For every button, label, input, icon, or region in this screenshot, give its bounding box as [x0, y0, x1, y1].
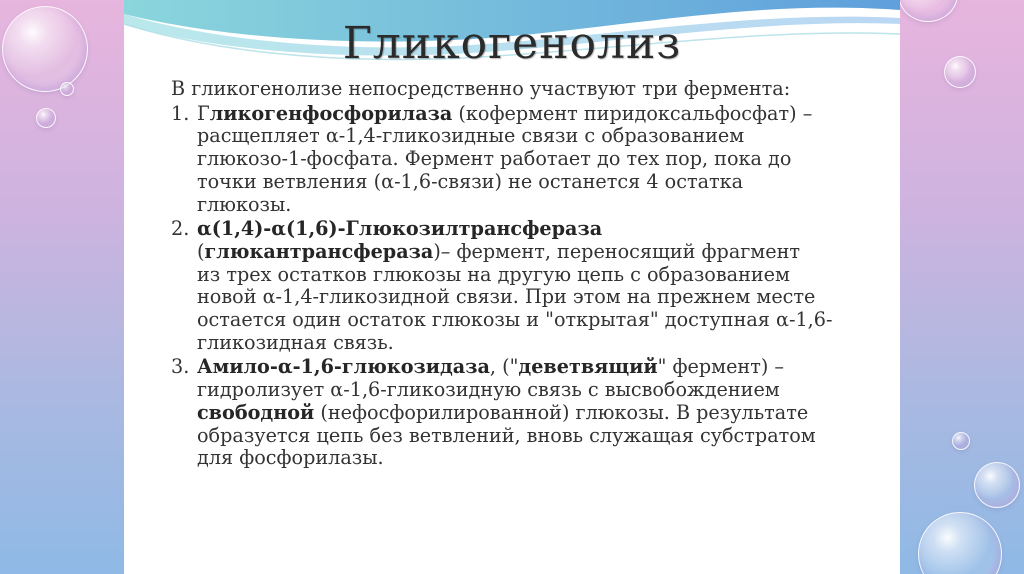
slide: [124, 0, 900, 574]
item-text-line: [197, 402, 871, 425]
item-text-line: [197, 286, 871, 309]
text-run: глюкозо-1-фосфата. Фермент работает до тех пор, пока до: [197, 147, 792, 171]
text-run: из трех остатков глюкозы на другую цепь с образованием: [197, 262, 790, 286]
item-text-line: [197, 125, 871, 148]
text-run: Г: [197, 101, 210, 125]
text-run: гидролизует α-1,6-гликозидную связь с высвобождением: [197, 378, 780, 402]
bubble-decoration: [974, 462, 1020, 508]
item-text-line: [197, 218, 871, 241]
item-number: 1.: [171, 101, 190, 125]
text-run: (: [197, 239, 205, 263]
text-run: )– фермент, переносящий фрагмент: [433, 239, 800, 263]
slide-title: Гликогенолиз: [342, 18, 682, 69]
bubble-decoration: [36, 108, 56, 128]
item-text-line: [197, 425, 871, 448]
bubble-decoration: [952, 432, 970, 450]
bold-term: Амило-α-1,6-глюкозидаза: [197, 355, 490, 379]
slide-body: [171, 78, 871, 470]
bold-term: глюкантрансфераза: [204, 239, 434, 263]
enzyme-item: [171, 218, 871, 354]
text-run: (кофермент пиридоксальфосфат) –: [452, 101, 813, 125]
item-text-line: [197, 379, 871, 402]
item-text-line: [197, 332, 871, 355]
text-run: расщепляет α-1,4-гликозидные связи с образованием: [197, 124, 745, 148]
item-text-line: [197, 241, 871, 264]
text-run: гликозидная связь.: [197, 330, 394, 354]
item-number: 3.: [171, 355, 190, 379]
bold-term: деветвящий: [518, 355, 658, 379]
text-run: остается один остаток глюкозы и "открытая" доступная α-1,6-: [197, 308, 833, 332]
item-text-line: [197, 264, 871, 287]
enzyme-list: [171, 103, 871, 470]
bubble-decoration: [944, 56, 976, 88]
item-text-line: [197, 194, 871, 217]
text-run: новой α-1,4-гликозидной связи. При этом на прежнем месте: [197, 285, 816, 309]
item-text-line: [197, 171, 871, 194]
intro-text: В гликогенолизе непосредственно участвуют три фермента:: [171, 77, 791, 100]
bubble-decoration: [2, 6, 88, 92]
enzyme-item: [171, 356, 871, 470]
text-run: , (": [489, 355, 519, 379]
item-text-line: [197, 447, 871, 470]
item-text-line: [197, 148, 871, 171]
bold-term: свободной: [197, 400, 315, 424]
text-run: для фосфорилазы.: [197, 446, 384, 470]
text-run: глюкозы.: [197, 192, 292, 216]
item-text-line: [197, 309, 871, 332]
text-run: образуется цепь без ветвлений, вновь служащая субстратом: [197, 423, 816, 447]
text-run: " фермент) –: [657, 355, 785, 379]
text-run: точки ветвления (α-1,6-связи) не останется 4 остатка: [197, 169, 744, 193]
bold-term: α(1,4)-α(1,6)-Глюкозилтрансфераза: [197, 217, 603, 241]
bubble-decoration: [898, 0, 958, 22]
item-number: 2.: [171, 217, 190, 241]
bubble-decoration: [918, 512, 1002, 574]
item-text-line: [197, 356, 871, 379]
text-run: (нефосфорилированной) глюкозы. В результате: [314, 400, 809, 424]
bubble-decoration: [60, 82, 74, 96]
enzyme-item: [171, 103, 871, 217]
bold-term: ликогенфосфорилаза: [209, 101, 453, 125]
item-text-line: [197, 103, 871, 126]
